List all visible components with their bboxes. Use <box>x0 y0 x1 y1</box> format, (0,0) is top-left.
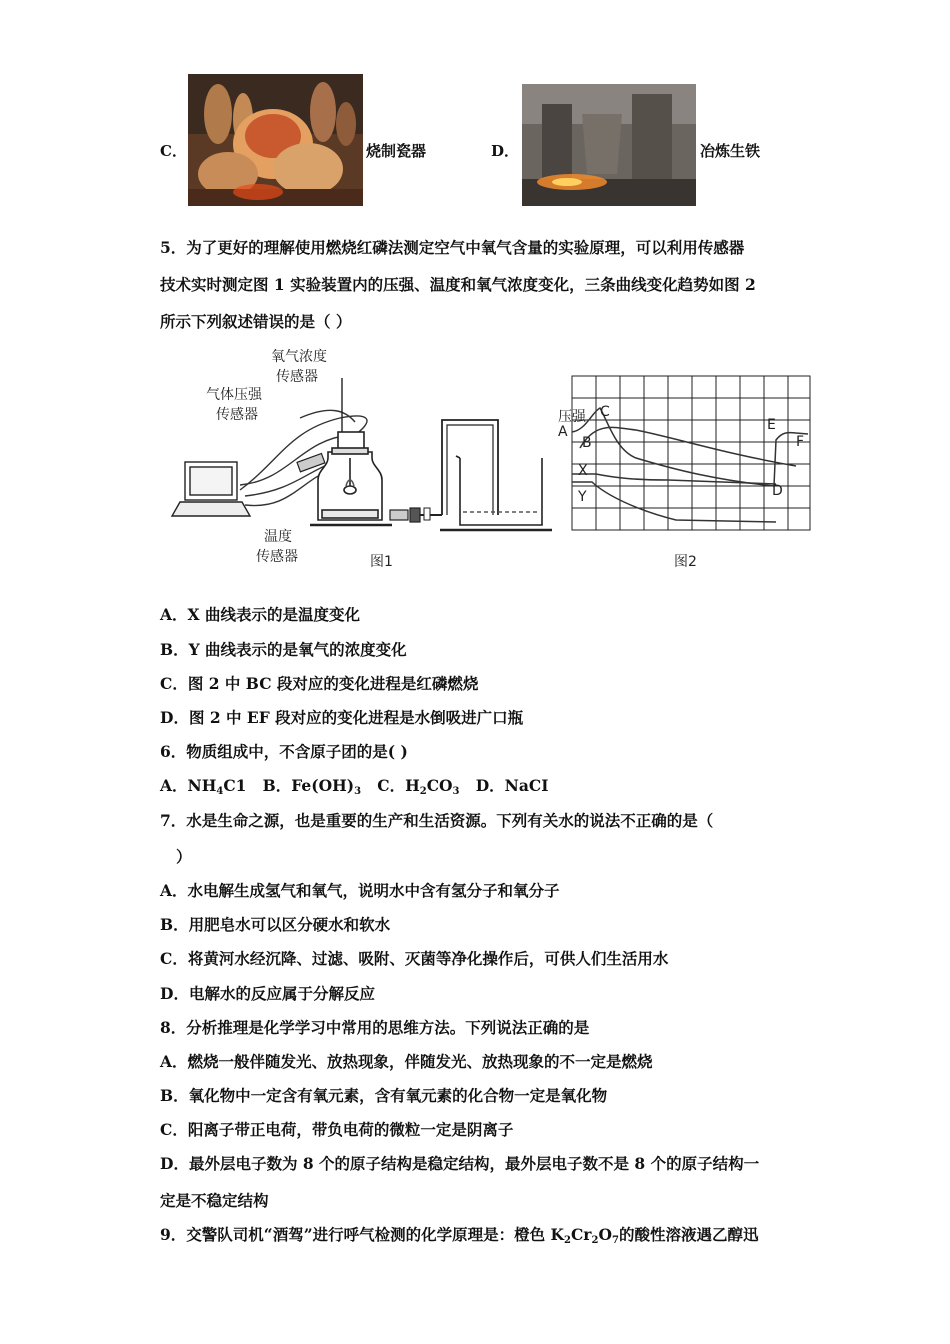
q5-option-c: C．图 2 中 BC 段对应的变化进程是红磷燃烧 <box>160 674 479 693</box>
q9-stem: 9．交警队司机“酒驾”进行呼气检测的化学原理是：橙色 $K_2Cr_2O_7$的酸性溶液遇乙醇迅 <box>160 1225 759 1246</box>
point-f-label: F <box>796 434 805 450</box>
figure-1-apparatus <box>160 340 560 580</box>
option-c-caption: 烧制瓷器 <box>366 142 427 160</box>
q6-option-a: A．$NH_4C1$ <box>160 776 247 797</box>
q6-stem: 6．物质组成中，不含原子团的是( ) <box>160 742 408 761</box>
q7-option-b: B．用肥皂水可以区分硬水和软水 <box>160 915 391 934</box>
oxygen-sensor-label-2: 传感器 <box>276 369 318 385</box>
option-d-letter: D． <box>491 142 520 160</box>
temperature-sensor-label-2: 传感器 <box>256 549 298 565</box>
q7-stem-line1: 7．水是生命之源，也是重要的生产和生活资源。下列有关水的说法不正确的是（ <box>160 811 714 830</box>
figure-1-caption: 图1 <box>370 554 393 570</box>
figure-2-curves <box>556 370 816 575</box>
point-d-label: D <box>772 483 783 499</box>
curve-x-label: X <box>578 463 588 479</box>
q5-stem-line3: 所示下列叙述错误的是（ ） <box>160 312 352 331</box>
q8-option-d-line2: 定是不稳定结构 <box>160 1191 269 1210</box>
q5-option-d: D．图 2 中 EF 段对应的变化进程是水倒吸进广口瓶 <box>160 708 524 727</box>
wide-mouth-bottle <box>310 432 392 525</box>
option-d-caption: 冶炼生铁 <box>700 142 761 160</box>
q5-stem-line1: 5．为了更好的理解使用燃烧红磷法测定空气中氧气含量的实验原理，可以利用传感器 <box>160 238 745 257</box>
q8-option-a: A．燃烧一般伴随发光、放热现象，伴随发光、放热现象的不一定是燃烧 <box>160 1052 653 1071</box>
porcelain-kiln-photo <box>188 74 363 206</box>
q7-option-c: C．将黄河水经沉降、过滤、吸附、灭菌等净化操作后，可供人们生活用水 <box>160 949 669 968</box>
q5-option-b: B．Y 曲线表示的是氧气的浓度变化 <box>160 640 407 659</box>
q8-option-d-line1: D．最外层电子数为 8 个的原子结构是稳定结构，最外层电子数不是 8 个的原子结构一 <box>160 1154 760 1173</box>
q7-option-d: D．电解水的反应属于分解反应 <box>160 984 375 1003</box>
curve-y-label: Y <box>578 489 587 505</box>
beaker-icon <box>440 456 552 530</box>
q6-option-b: B．$Fe(OH)_3$ <box>262 776 362 797</box>
pressure-sensor-label-2: 传感器 <box>216 407 258 423</box>
temperature-sensor-label-1: 温度 <box>264 529 292 545</box>
q8-option-c: C．阳离子带正电荷，带负电荷的微粒一定是阴离子 <box>160 1120 514 1139</box>
q6-option-d: D．NaCI <box>475 776 549 795</box>
point-e-label: E <box>767 417 776 433</box>
q6-options <box>160 774 548 797</box>
point-b-label: B <box>582 435 592 451</box>
q7-option-a: A．水电解生成氢气和氧气，说明水中含有氢分子和氧分子 <box>160 881 560 900</box>
pressure-sensor-label-1: 气体压强 <box>206 387 262 403</box>
oxygen-sensor-label-1: 氧气浓度 <box>271 349 327 365</box>
figure-2-caption: 图2 <box>674 554 697 570</box>
point-c-label: C <box>600 404 610 420</box>
q8-stem: 8．分析推理是化学学习中常用的思维方法。下列说法正确的是 <box>160 1018 590 1037</box>
laptop-icon <box>172 462 250 516</box>
point-a-label: A <box>558 424 568 440</box>
q8-option-b: B．氧化物中一定含有氧元素，含有氧元素的化合物一定是氧化物 <box>160 1086 608 1105</box>
q5-stem-line2: 技术实时测定图 1 实验装置内的压强、温度和氧气浓度变化，三条曲线变化趋势如图 2 <box>160 275 756 294</box>
q7-stem-line2: ） <box>176 847 192 866</box>
q6-option-c: C．$H_2CO_3$ <box>377 776 460 797</box>
q5-option-a: A．X 曲线表示的是温度变化 <box>160 605 360 624</box>
option-c-letter: C． <box>160 142 187 160</box>
pressure-axis-label: 压强 <box>558 409 586 425</box>
iron-smelting-photo <box>522 84 696 206</box>
